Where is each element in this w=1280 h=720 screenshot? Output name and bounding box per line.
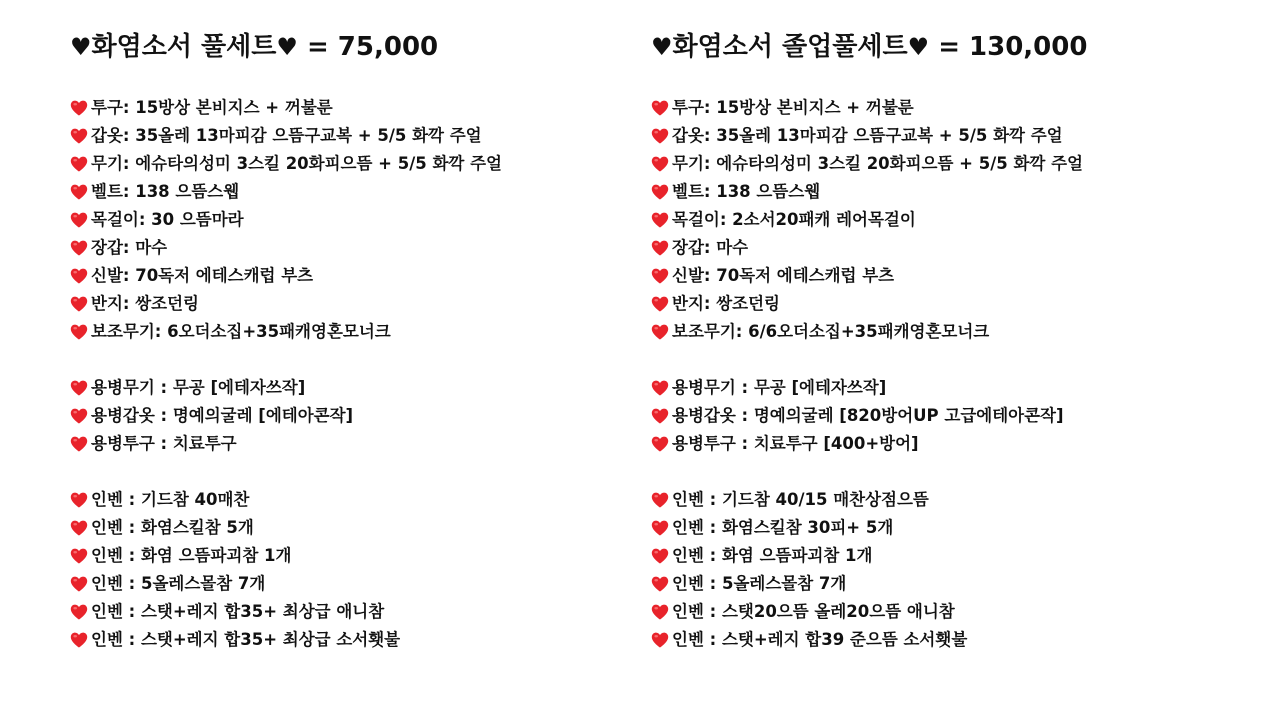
black-heart-icon: ♥ [70,33,92,61]
list-item [70,206,630,234]
red-heart-icon [651,626,669,654]
list-item-text: 갑옷: 35올레 13마피감 으뜸구교복 + 5/5 화깍 주얼 [672,126,1063,145]
list-item [651,178,1251,206]
red-heart-icon [651,206,669,234]
list-item-text: 인벤 : 스탯20으뜸 올레20으뜸 애니참 [672,602,955,621]
list-item-text: 용병갑옷 : 명예의굴레 [에테아콘작] [91,406,354,425]
red-heart-icon [651,122,669,150]
red-heart-icon [70,402,88,430]
list-item-text: 보조무기: 6오더소집+35패캐영혼모너크 [91,322,391,341]
red-heart-icon [70,262,88,290]
red-heart-icon [70,598,88,626]
list-item-text: 용병갑옷 : 명예의굴레 [820방어UP 고급에테아콘작] [672,406,1064,425]
list-item [651,486,1251,514]
list-item-text: 반지: 쌍조던링 [91,294,199,313]
list-item-text: 인벤 : 화염스킬참 30피+ 5개 [672,518,894,537]
list-item [651,374,1251,402]
list-item-text: 용병무기 : 무공 [에테자쓰작] [672,378,887,397]
list-item-text: 반지: 쌍조던링 [672,294,780,313]
list-item [651,150,1251,178]
red-heart-icon [70,122,88,150]
red-heart-icon [651,94,669,122]
list-item [70,626,630,654]
list-item [651,514,1251,542]
list-item [651,598,1251,626]
list-item-text: 갑옷: 35올레 13마피감 으뜸구교복 + 5/5 화깍 주얼 [91,126,482,145]
red-heart-icon [651,598,669,626]
list-item-text: 장갑: 마수 [672,238,749,257]
red-heart-icon [651,514,669,542]
list-item [651,402,1251,430]
list-item [70,122,630,150]
list-item [651,430,1251,458]
red-heart-icon [651,150,669,178]
list-item-text: 인벤 : 스탯+레지 합35+ 최상급 애니참 [91,602,385,621]
red-heart-icon [70,290,88,318]
mercenary-section [651,374,1251,458]
list-item [70,514,630,542]
red-heart-icon [70,542,88,570]
list-item-text: 인벤 : 5올레스몰참 7개 [91,574,266,593]
list-item-text: 인벤 : 화염 으뜸파괴참 1개 [672,546,873,565]
list-item-text: 인벤 : 화염스킬참 5개 [91,518,254,537]
red-heart-icon [70,374,88,402]
list-item [70,430,630,458]
full-set-price: = 75,000 [297,32,439,62]
list-item-text: 신발: 70독저 에테스캐럽 부츠 [91,266,314,285]
red-heart-icon [651,374,669,402]
black-heart-icon: ♥ [651,33,673,61]
red-heart-icon [70,234,88,262]
list-item [651,234,1251,262]
list-item [651,206,1251,234]
red-heart-icon [70,206,88,234]
list-item-text: 인벤 : 스탯+레지 합39 준으뜸 소서횃불 [672,630,968,649]
list-item [651,318,1251,346]
list-item [70,94,630,122]
list-item-text: 인벤 : 스탯+레지 합35+ 최상급 소서횃불 [91,630,401,649]
red-heart-icon [651,262,669,290]
red-heart-icon [70,570,88,598]
mercenary-section [70,374,630,458]
list-item [651,94,1251,122]
list-item-text: 인벤 : 5올레스몰참 7개 [672,574,847,593]
list-item [651,626,1251,654]
list-item-text: 인벤 : 기드참 40매찬 [91,490,250,509]
equipment-section [651,94,1251,346]
red-heart-icon [651,570,669,598]
list-item [651,542,1251,570]
list-item [70,486,630,514]
graduation-set-column [651,30,1251,654]
list-item-text: 보조무기: 6/6오더소집+35패캐영혼모너크 [672,322,990,341]
list-item [70,290,630,318]
list-item [651,122,1251,150]
full-set-title [70,30,630,64]
red-heart-icon [70,430,88,458]
inventory-section [70,486,630,654]
red-heart-icon [70,486,88,514]
list-item-text: 장갑: 마수 [91,238,168,257]
red-heart-icon [70,94,88,122]
red-heart-icon [70,178,88,206]
red-heart-icon [651,290,669,318]
black-heart-icon: ♥ [276,33,298,61]
red-heart-icon [651,178,669,206]
list-item [70,234,630,262]
inventory-section [651,486,1251,654]
red-heart-icon [651,234,669,262]
red-heart-icon [651,402,669,430]
list-item [651,262,1251,290]
red-heart-icon [70,150,88,178]
list-item-text: 목걸이: 30 으뜸마라 [91,210,244,229]
red-heart-icon [70,626,88,654]
full-set-sections [70,94,630,654]
red-heart-icon [651,542,669,570]
equipment-section [70,94,630,346]
list-item-text: 용병무기 : 무공 [에테자쓰작] [91,378,306,397]
list-item [70,178,630,206]
list-item-text: 목걸이: 2소서20패캐 레어목걸이 [672,210,916,229]
list-item-text: 무기: 에슈타의성미 3스킬 20화피으뜸 + 5/5 화깍 주얼 [91,154,502,173]
list-item [70,318,630,346]
list-item-text: 벨트: 138 으뜸스웹 [91,182,240,201]
list-item [70,374,630,402]
red-heart-icon [651,430,669,458]
black-heart-icon: ♥ [907,33,930,61]
list-item-text: 인벤 : 화염 으뜸파괴참 1개 [91,546,292,565]
list-item [651,290,1251,318]
list-item-text: 무기: 에슈타의성미 3스킬 20화피으뜸 + 5/5 화깍 주얼 [672,154,1083,173]
graduation-set-title [651,30,1251,64]
list-item [70,150,630,178]
list-item [70,402,630,430]
red-heart-icon [70,318,88,346]
list-item-text: 용병투구 : 치료투구 [400+방어] [672,434,919,453]
full-set-name: 화염소서 풀세트 [91,32,277,62]
list-item [70,542,630,570]
red-heart-icon [70,514,88,542]
list-item-text: 신발: 70독저 에테스캐럽 부츠 [672,266,895,285]
red-heart-icon [651,318,669,346]
list-item-text: 용병투구 : 치료투구 [91,434,237,453]
graduation-set-price: = 130,000 [929,32,1088,62]
list-item-text: 벨트: 138 으뜸스웹 [672,182,821,201]
list-item [70,570,630,598]
list-item [70,262,630,290]
red-heart-icon [651,486,669,514]
list-item-text: 투구: 15방상 본비지스 + 꺼불룬 [672,98,914,117]
list-item [70,598,630,626]
list-item-text: 인벤 : 기드참 40/15 매찬상점으뜸 [672,490,929,509]
list-item-text: 투구: 15방상 본비지스 + 꺼불룬 [91,98,333,117]
list-item [651,570,1251,598]
full-set-column [70,30,630,654]
graduation-set-sections [651,94,1251,654]
graduation-set-name: 화염소서 졸업풀세트 [672,32,908,62]
